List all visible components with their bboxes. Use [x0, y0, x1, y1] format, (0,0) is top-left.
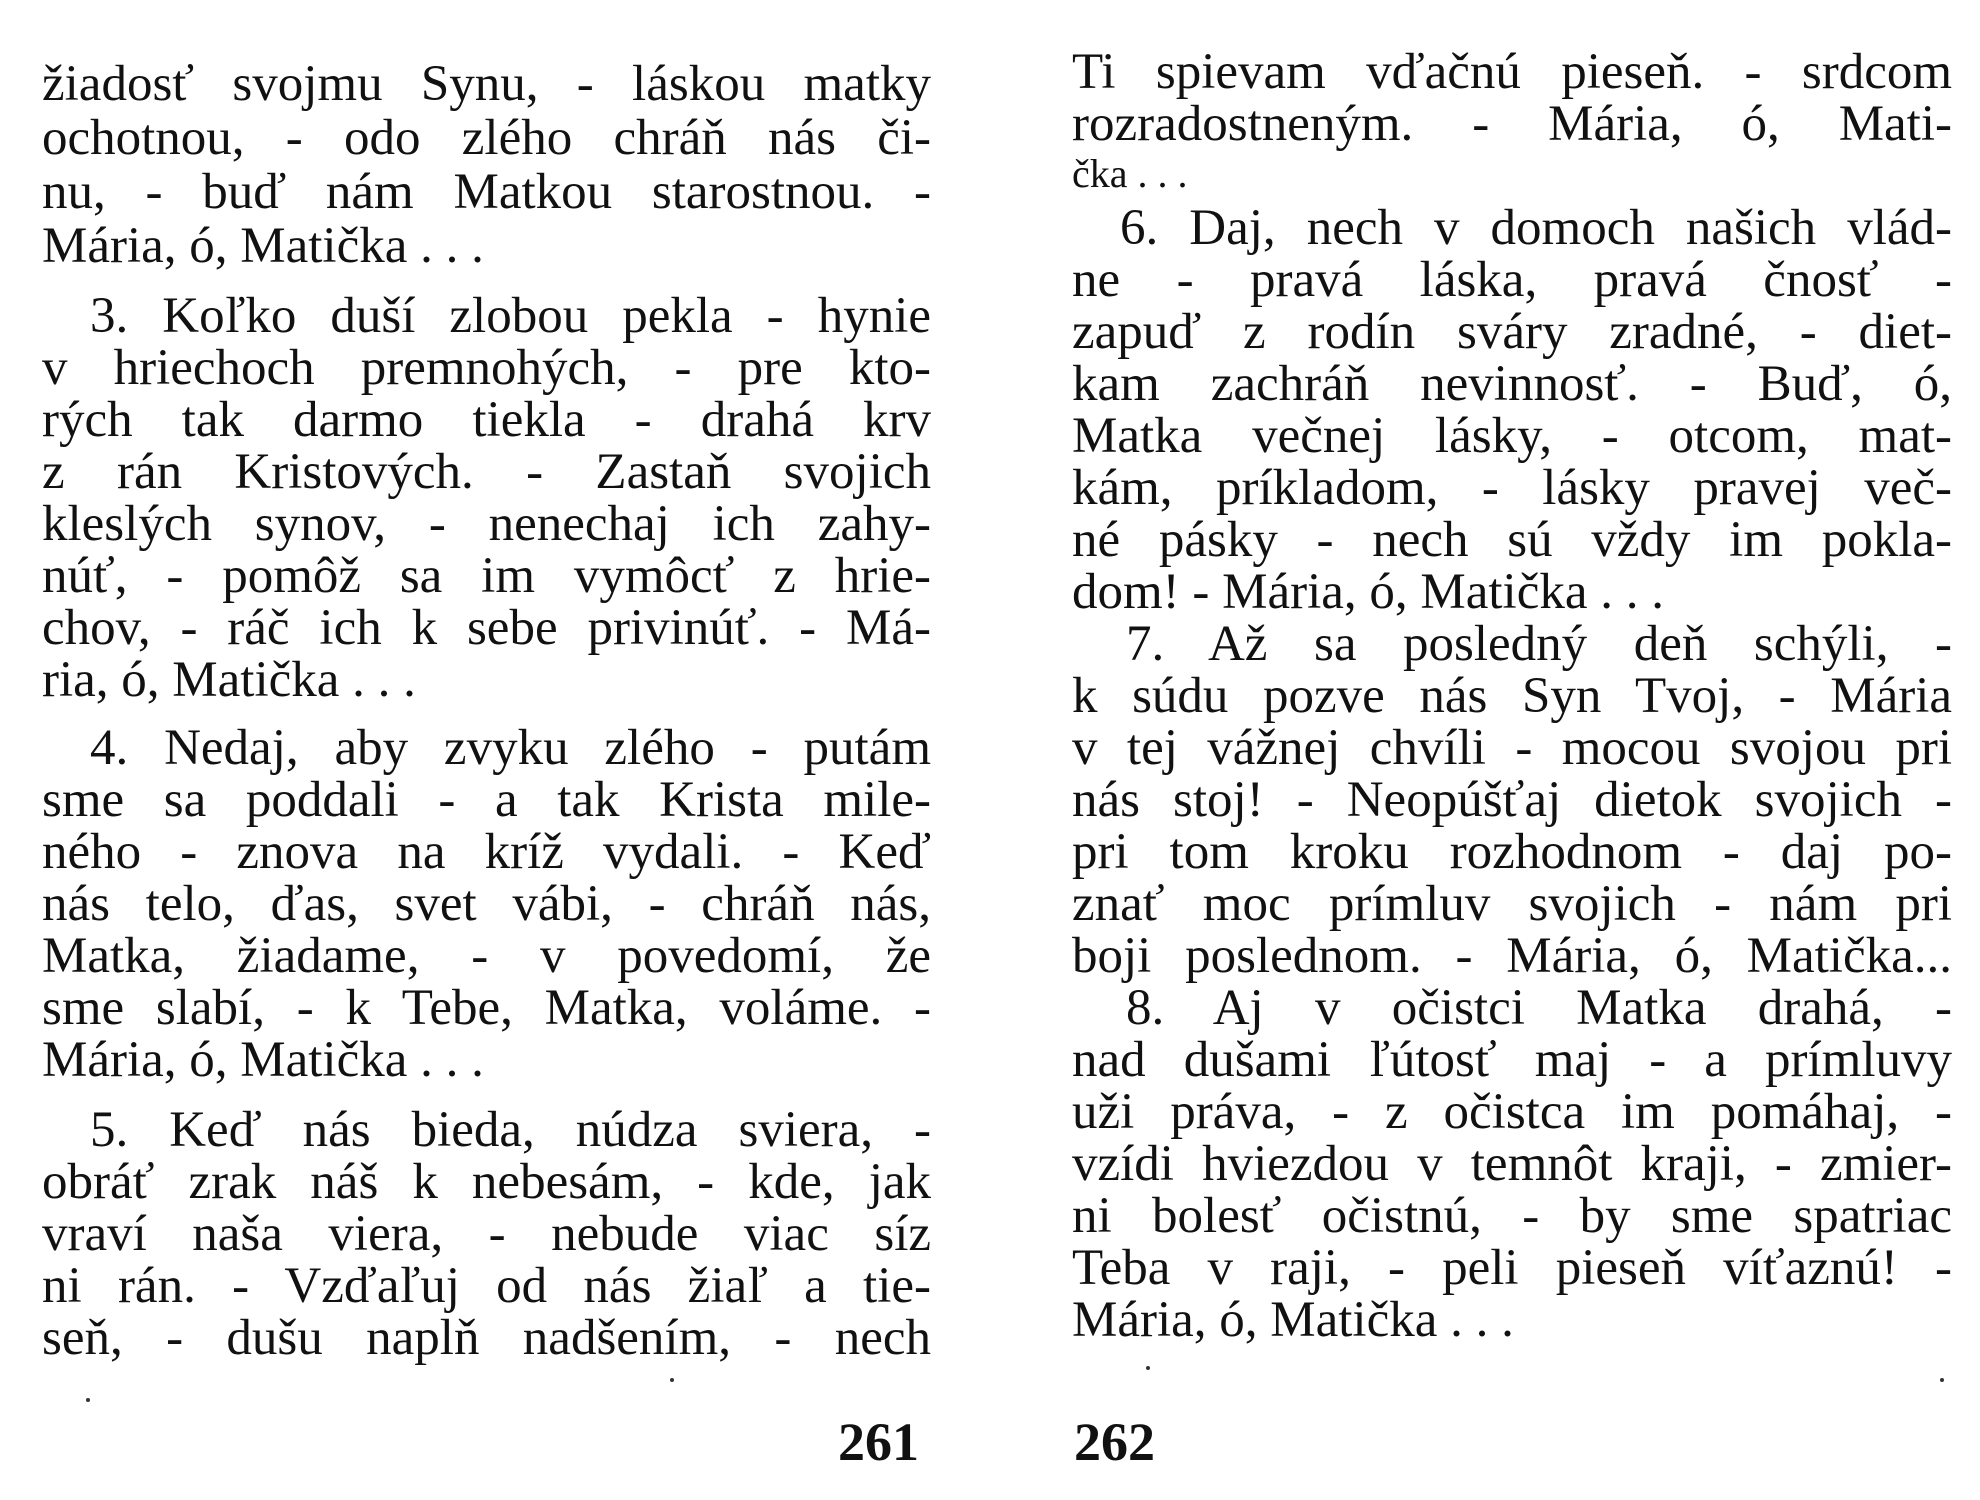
- text-line: ne - pravá láska, pravá čnosť -: [1072, 252, 1952, 308]
- right-page: [990, 0, 1980, 1500]
- stanza-start-line: 7. Až sa posledný deň schýli, -: [1126, 616, 1952, 672]
- print-speck: [86, 1398, 90, 1402]
- text-line: dom! - Mária, ó, Matička . . .: [1072, 564, 1665, 620]
- stanza-start-line: 8. Aj v očistci Matka drahá, -: [1126, 980, 1952, 1036]
- text-line: vraví naša viera, - nebude viac síz: [42, 1206, 931, 1262]
- text-line: né pásky - nech sú vždy im pokla-: [1072, 512, 1952, 568]
- text-line: rozradostneným. - Mária, ó, Mati-: [1072, 96, 1952, 152]
- text-line: z rán Kristových. - Zastaň svojich: [42, 444, 931, 500]
- text-line: núť, - pomôž sa im vymôcť z hrie-: [42, 548, 931, 604]
- text-line: kám, príkladom, - lásky pravej več-: [1072, 460, 1952, 516]
- text-line: sme sa poddali - a tak Krista mile-: [42, 772, 931, 828]
- text-line: ného - znova na kríž vydali. - Keď: [42, 824, 931, 880]
- text-line: Ti spievam vďačnú pieseň. - srdcom: [1072, 44, 1952, 100]
- text-line: kleslých synov, - nenechaj ich zahy-: [42, 496, 931, 552]
- text-line: kam zachráň nevinnosť. - Buď, ó,: [1072, 356, 1952, 412]
- text-line: vzídi hviezdou v temnôt kraji, - zmier-: [1072, 1136, 1952, 1192]
- stanza-start-line: 4. Nedaj, aby zvyku zlého - putám: [90, 720, 931, 776]
- text-line: žiadosť svojmu Synu, - láskou matky: [42, 56, 931, 112]
- text-line: čka . . .: [1072, 151, 1188, 196]
- text-line: rých tak darmo tiekla - drahá krv: [42, 392, 931, 448]
- text-line: Mária, ó, Matička . . .: [42, 1032, 484, 1088]
- text-line: ni rán. - Vzďaľuj od nás žiaľ a tie-: [42, 1258, 931, 1314]
- text-line: v tej vážnej chvíli - mocou svojou pri: [1072, 720, 1952, 776]
- print-speck: [1146, 1366, 1150, 1370]
- text-line: nu, - buď nám Matkou starostnou. -: [42, 164, 931, 220]
- stanza-start-line: 6. Daj, nech v domoch našich vlád-: [1120, 200, 1952, 256]
- text-line: obráť zrak náš k nebesám, - kde, jak: [42, 1154, 931, 1210]
- text-line: nás stoj! - Neopúšťaj dietok svojich -: [1072, 772, 1952, 828]
- text-line: boji poslednom. - Mária, ó, Matička...: [1072, 928, 1952, 984]
- text-line: uži práva, - z očistca im pomáhaj, -: [1072, 1084, 1952, 1140]
- text-line: Matka večnej lásky, - otcom, mat-: [1072, 408, 1952, 464]
- text-line: ni bolesť očistnú, - by sme spatriac: [1072, 1188, 1952, 1244]
- text-line: nás telo, ďas, svet vábi, - chráň nás,: [42, 876, 931, 932]
- text-line: znať moc prímluv svojich - nám pri: [1072, 876, 1952, 932]
- text-line: pri tom kroku rozhodnom - daj po-: [1072, 824, 1952, 880]
- text-line: v hriechoch premnohých, - pre kto-: [42, 340, 931, 396]
- stanza-start-line: 5. Keď nás bieda, núdza sviera, -: [90, 1102, 931, 1158]
- print-speck: [1940, 1378, 1944, 1382]
- text-line: Teba v raji, - peli pieseň víťaznú! -: [1072, 1240, 1952, 1296]
- text-line: seň, - dušu naplň nadšením, - nech: [42, 1310, 931, 1366]
- text-line: k súdu pozve nás Syn Tvoj, - Mária: [1072, 668, 1952, 724]
- text-line: sme slabí, - k Tebe, Matka, voláme. -: [42, 980, 931, 1036]
- text-line: Mária, ó, Matička . . .: [1072, 1292, 1514, 1348]
- print-speck: [670, 1378, 674, 1382]
- text-line: ria, ó, Matička . . .: [42, 652, 416, 708]
- text-line: Matka, žiadame, - v povedomí, že: [42, 928, 931, 984]
- text-line: ochotnou, - odo zlého chráň nás či-: [42, 110, 931, 166]
- text-line: zapuď z rodín sváry zradné, - diet-: [1072, 304, 1952, 360]
- text-line: nad dušami ľútosť maj - a prímluvy: [1072, 1032, 1952, 1088]
- text-line: chov, - ráč ich k sebe privinúť. - Má-: [42, 600, 931, 656]
- text-line: Mária, ó, Matička . . .: [42, 218, 484, 274]
- page-number: 261: [838, 1412, 919, 1472]
- stanza-start-line: 3. Koľko duší zlobou pekla - hynie: [90, 288, 931, 344]
- page-number: 262: [1074, 1412, 1155, 1472]
